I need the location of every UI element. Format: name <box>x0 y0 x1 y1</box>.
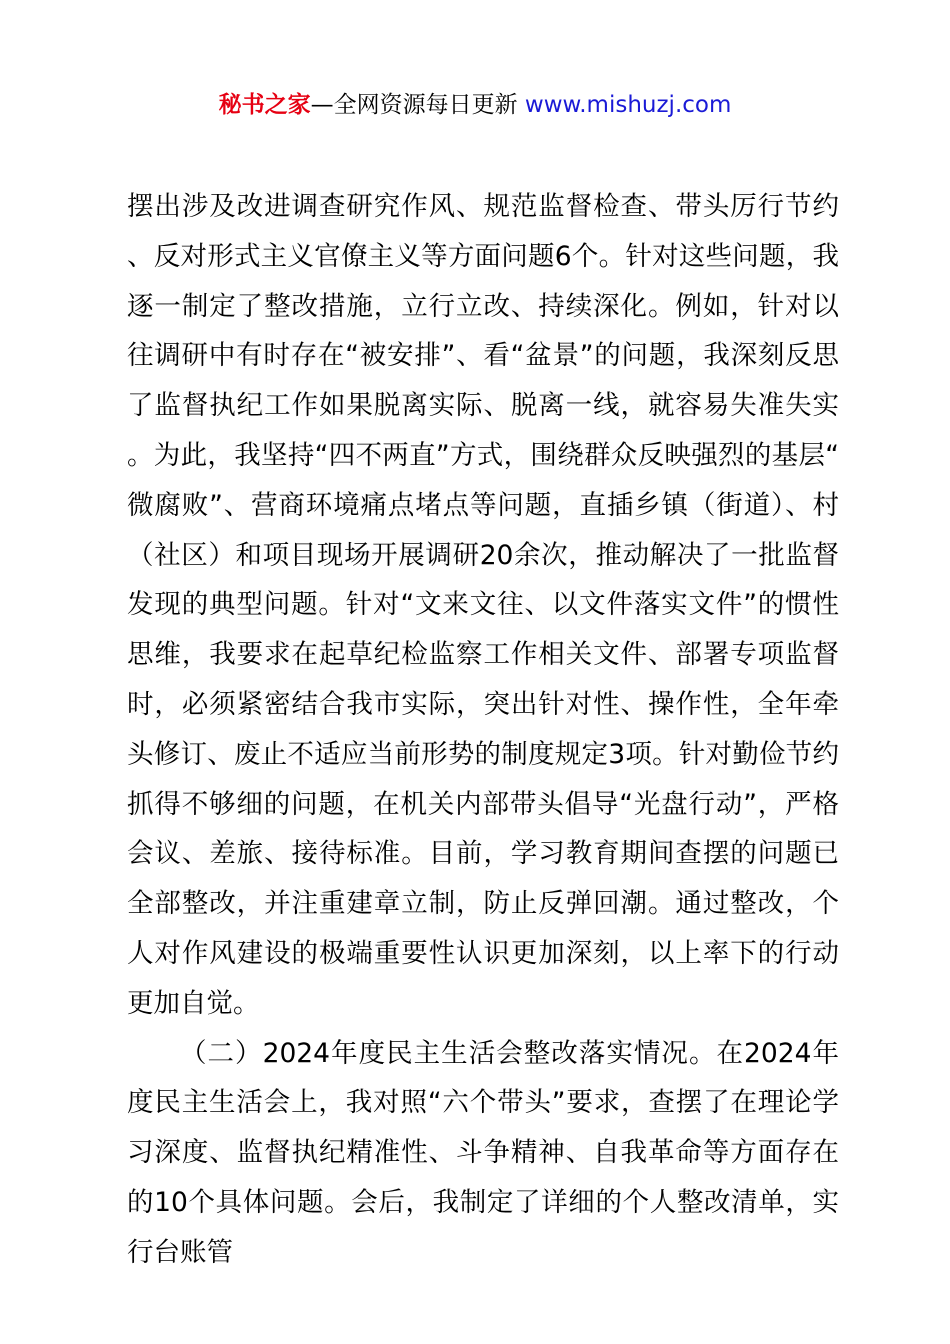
website-link[interactable]: www.mishuzj.com <box>524 92 732 118</box>
brand-name: 秘书之家 <box>218 92 311 118</box>
paragraph-section-two: （二）2024年度民主生活会整改落实情况。在2024年度民主生活会上，我对照“六个带头”要求，查摆了在理论学习深度、监督执纪精准性、斗争精神、自我革命等方面存在的10个具体问题。会后，我制定了详细的个人整改清单，实行台账管 <box>127 1037 839 1268</box>
page-header <box>0 88 950 122</box>
paragraph-continued: 摆出涉及改进调查研究作风、规范监督检查、带头厉行节约、反对形式主义官僚主义等方面问题6个。针对这些问题，我逐一制定了整改措施，立行立改、持续深化。例如，针对以往调研中有时存在“被安排”、看“盆景”的问题，我深刻反思了监督执纪工作如果脱离实际、脱离一线，就容易失准失实。为此，我坚持“四不两直”方式，围绕群众反映强烈的基层“微腐败”、营商环境痛点堵点等问题，直插乡镇（街道）、村（社区）和项目现场开展调研20余次，推动解决了一批监督发现的典型问题。针对“文来文往、以文件落实文件”的惯性思维，我要求在起草纪检监察工作相关文件、部署专项监督时，必须紧密结合我市实际，突出针对性、操作性，全年牵头修订、废止不适应当前形势的制度规定3项。针对勤俭节约抓得不够细的问题，在机关内部带头倡导“光盘行动”，严格会议、差旅、接待标准。目前，学习教育期间查摆的问题已全部整改，并注重建章立制，防止反弹回潮。通过整改，个人对作风建设的极端重要性认识更加深刻，以上率下的行动更加自觉。 <box>127 191 839 1019</box>
header-slogan: —全网资源每日更新 <box>310 92 525 118</box>
document-body <box>127 182 839 1278</box>
